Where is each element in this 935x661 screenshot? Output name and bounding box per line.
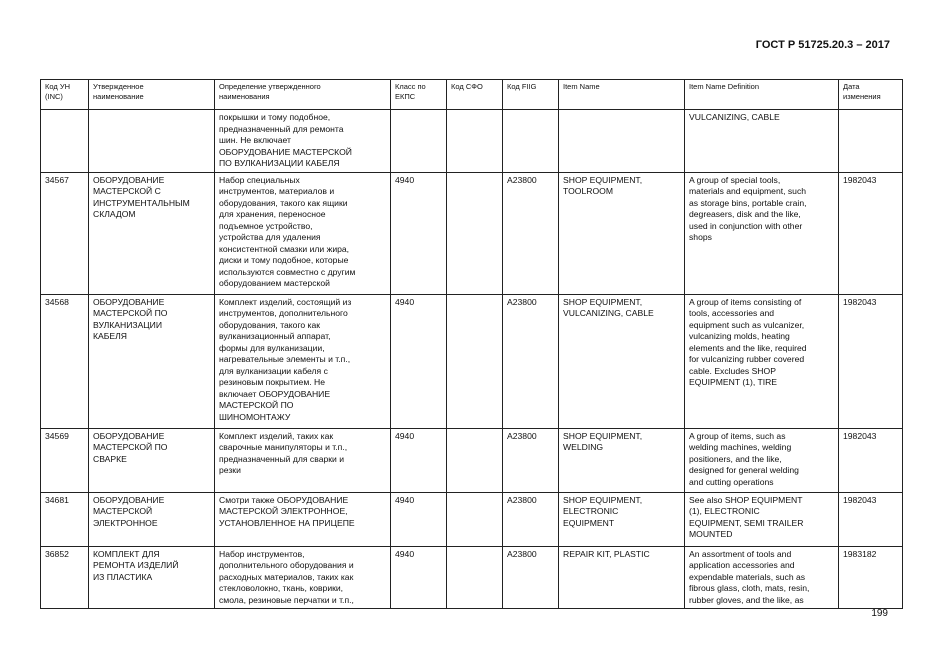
cell-definition: [215, 546, 391, 609]
column-header-inc-code: [41, 80, 89, 110]
cell-change-date: [839, 546, 903, 609]
cell-ekps-class: [391, 110, 447, 173]
cell-sfo-code: [447, 172, 503, 294]
cell-text: 1982043: [843, 494, 877, 505]
cell-text: A23800: [507, 174, 537, 185]
column-header-change-date: [839, 80, 903, 110]
cell-fiig-code: [503, 172, 559, 294]
cell-fiig-code: [503, 428, 559, 492]
cell-text: VULCANIZING, CABLE: [689, 112, 780, 122]
cell-item-name: [559, 172, 685, 294]
column-header-ekps-class: [391, 80, 447, 110]
cell-text: 1982043: [843, 174, 877, 185]
cell-text: 4940: [395, 430, 415, 441]
cell-item-name-definition: [685, 492, 839, 546]
cell-text: An assortment of tools and application accessories and expendable materials, such as fibrous glass, cloth, mats, resin, rubber gloves, and the like, as: [689, 548, 810, 605]
cell-fiig-code: [503, 294, 559, 428]
column-header-label: Дата изменения: [843, 82, 881, 101]
table-row: [41, 428, 903, 492]
cell-text: A group of items, such as welding machines, welding positioners, and the like, designed for general welding and cutting operations: [689, 430, 799, 487]
table-row: [41, 110, 903, 173]
cell-text: 1982043: [843, 430, 877, 441]
cell-text: 1982043: [843, 296, 877, 307]
cell-text: Комплект изделий, таких как сварочные манипуляторы и т.п., предназначенный для сварки и резки: [219, 430, 348, 475]
cell-item-name-definition: [685, 428, 839, 492]
cell-approved-name: [89, 428, 215, 492]
cell-ekps-class: [391, 294, 447, 428]
cell-item-name-definition: [685, 546, 839, 609]
cell-fiig-code: [503, 110, 559, 173]
cell-text: A23800: [507, 296, 537, 307]
cell-text: Смотри также ОБОРУДОВАНИЕ МАСТЕРСКОЙ ЭЛЕКТРОННОЕ, УСТАНОВЛЕННОЕ НА ПРИЦЕПЕ: [219, 494, 355, 528]
table-row: [41, 294, 903, 428]
cell-text: A23800: [507, 430, 537, 441]
column-header-approved-name: [89, 80, 215, 110]
cell-text: SHOP EQUIPMENT, VULCANIZING, CABLE: [563, 296, 654, 318]
cell-sfo-code: [447, 428, 503, 492]
document-header-title: ГОСТ Р 51725.20.3 – 2017: [755, 39, 890, 51]
cell-text: 34567: [45, 174, 69, 185]
cell-item-name-definition: [685, 294, 839, 428]
table-body: [41, 110, 903, 609]
cell-approved-name: [89, 546, 215, 609]
cell-text: 34681: [45, 494, 69, 505]
cell-text: Набор специальных инструментов, материалов и оборудования, такого как ящики для хранения, переносное подъемное устройство, устройства для удаления консистентной смазки или жира, диски и тому подобное, которые используются совместно с другим оборудованием мастерской: [219, 174, 356, 288]
cell-text: SHOP EQUIPMENT, TOOLROOM: [563, 174, 643, 196]
page-number: 199: [871, 608, 888, 619]
cell-approved-name: [89, 492, 215, 546]
cell-text: A23800: [507, 494, 537, 505]
column-header-fiig-code: [503, 80, 559, 110]
cell-ekps-class: [391, 546, 447, 609]
cell-inc-code: [41, 110, 89, 173]
cell-definition: [215, 428, 391, 492]
cell-text: ОБОРУДОВАНИЕ МАСТЕРСКОЙ ЭЛЕКТРОННОЕ: [93, 494, 165, 528]
cell-ekps-class: [391, 172, 447, 294]
cell-item-name: [559, 294, 685, 428]
cell-approved-name: [89, 294, 215, 428]
cell-text: Набор инструментов, дополнительного оборудования и расходных материалов, таких как стекловолокно, ткань, коврики, смола, резиновые перчатки и т.п.,: [219, 548, 354, 605]
cell-change-date: [839, 172, 903, 294]
cell-ekps-class: [391, 428, 447, 492]
column-header-definition: [215, 80, 391, 110]
cell-text: ОБОРУДОВАНИЕ МАСТЕРСКОЙ ПО СВАРКЕ: [93, 430, 168, 464]
cell-inc-code: [41, 428, 89, 492]
cell-inc-code: [41, 492, 89, 546]
cell-fiig-code: [503, 546, 559, 609]
cell-item-name-definition: [685, 110, 839, 173]
column-header-label: Item Name Definition: [689, 82, 760, 91]
cell-item-name: [559, 546, 685, 609]
cell-sfo-code: [447, 492, 503, 546]
column-header-label: Item Name: [563, 82, 600, 91]
cell-change-date: [839, 110, 903, 173]
cell-definition: [215, 294, 391, 428]
cell-change-date: [839, 428, 903, 492]
cell-text: ОБОРУДОВАНИЕ МАСТЕРСКОЙ С ИНСТРУМЕНТАЛЬНЫМ СКЛАДОМ: [93, 174, 190, 219]
table-row: [41, 492, 903, 546]
cell-definition: [215, 172, 391, 294]
column-header-label: Класс по ЕКПС: [395, 82, 426, 101]
catalog-table: [40, 79, 903, 609]
cell-inc-code: [41, 172, 89, 294]
cell-approved-name: [89, 172, 215, 294]
cell-item-name: [559, 428, 685, 492]
cell-text: 4940: [395, 548, 415, 559]
cell-text: SHOP EQUIPMENT, ELECTRONIC EQUIPMENT: [563, 494, 643, 528]
cell-text: SHOP EQUIPMENT, WELDING: [563, 430, 643, 452]
column-header-label: Код СФО: [451, 82, 483, 91]
cell-approved-name: [89, 110, 215, 173]
column-header-sfo-code: [447, 80, 503, 110]
cell-text: 4940: [395, 174, 415, 185]
column-header-item-name-definition: [685, 80, 839, 110]
cell-text: A group of special tools, materials and equipment, such as storage bins, portable crain, degreasers, disk and the like, used in conjunction with other shops: [689, 174, 807, 242]
column-header-label: Код УН (INC): [45, 82, 71, 101]
cell-text: ОБОРУДОВАНИЕ МАСТЕРСКОЙ ПО ВУЛКАНИЗАЦИИ КАБЕЛЯ: [93, 296, 168, 341]
cell-sfo-code: [447, 294, 503, 428]
cell-definition: [215, 110, 391, 173]
cell-text: 34568: [45, 296, 69, 307]
cell-text: 36852: [45, 548, 69, 559]
cell-text: See also SHOP EQUIPMENT (1), ELECTRONIC EQUIPMENT, SEMI TRAILER MOUNTED: [689, 494, 804, 539]
cell-text: 4940: [395, 296, 415, 307]
column-header-item-name: [559, 80, 685, 110]
cell-inc-code: [41, 294, 89, 428]
cell-item-name-definition: [685, 172, 839, 294]
table-row: [41, 546, 903, 609]
cell-text: КОМПЛЕКТ ДЛЯ РЕМОНТА ИЗДЕЛИЙ ИЗ ПЛАСТИКА: [93, 548, 179, 582]
cell-inc-code: [41, 546, 89, 609]
cell-text: Комплект изделий, состоящий из инструментов, дополнительного оборудования, такого как вулканизационный аппарат, формы для вулканизации, нагревательные элементы и т.п., для вулканизации кабеля с резиновым покрытием. Не включает ОБОРУДОВАНИЕ МАСТЕРСКОЙ ПО ШИНОМОНТАЖУ: [219, 296, 352, 422]
cell-fiig-code: [503, 492, 559, 546]
cell-text: A23800: [507, 548, 537, 559]
cell-text: 1983182: [843, 548, 877, 559]
table-row: [41, 172, 903, 294]
cell-ekps-class: [391, 492, 447, 546]
column-header-label: Определение утвержденного наименования: [219, 82, 321, 101]
cell-text: покрышки и тому подобное, предназначенный для ремонта шин. Не включает ОБОРУДОВАНИЕ МАСТЕРСКОЙ ПО ВУЛКАНИЗАЦИИ КАБЕЛЯ: [219, 112, 352, 168]
column-header-label: Утвержденное наименование: [93, 82, 144, 101]
cell-item-name: [559, 492, 685, 546]
cell-text: 34569: [45, 430, 69, 441]
cell-text: 4940: [395, 494, 415, 505]
cell-change-date: [839, 294, 903, 428]
cell-change-date: [839, 492, 903, 546]
table-header-row: [41, 80, 903, 110]
cell-definition: [215, 492, 391, 546]
cell-sfo-code: [447, 546, 503, 609]
cell-sfo-code: [447, 110, 503, 173]
cell-text: A group of items consisting of tools, accessories and equipment such as vulcanizer, vulcanizing molds, heating elements and the like, required for vulcanizing rubber covered cable. Excludes SHOP EQUIPMENT (1), TIRE: [689, 296, 807, 387]
column-header-label: Код FIIG: [507, 82, 537, 91]
cell-item-name: [559, 110, 685, 173]
cell-text: REPAIR KIT, PLASTIC: [563, 548, 650, 559]
